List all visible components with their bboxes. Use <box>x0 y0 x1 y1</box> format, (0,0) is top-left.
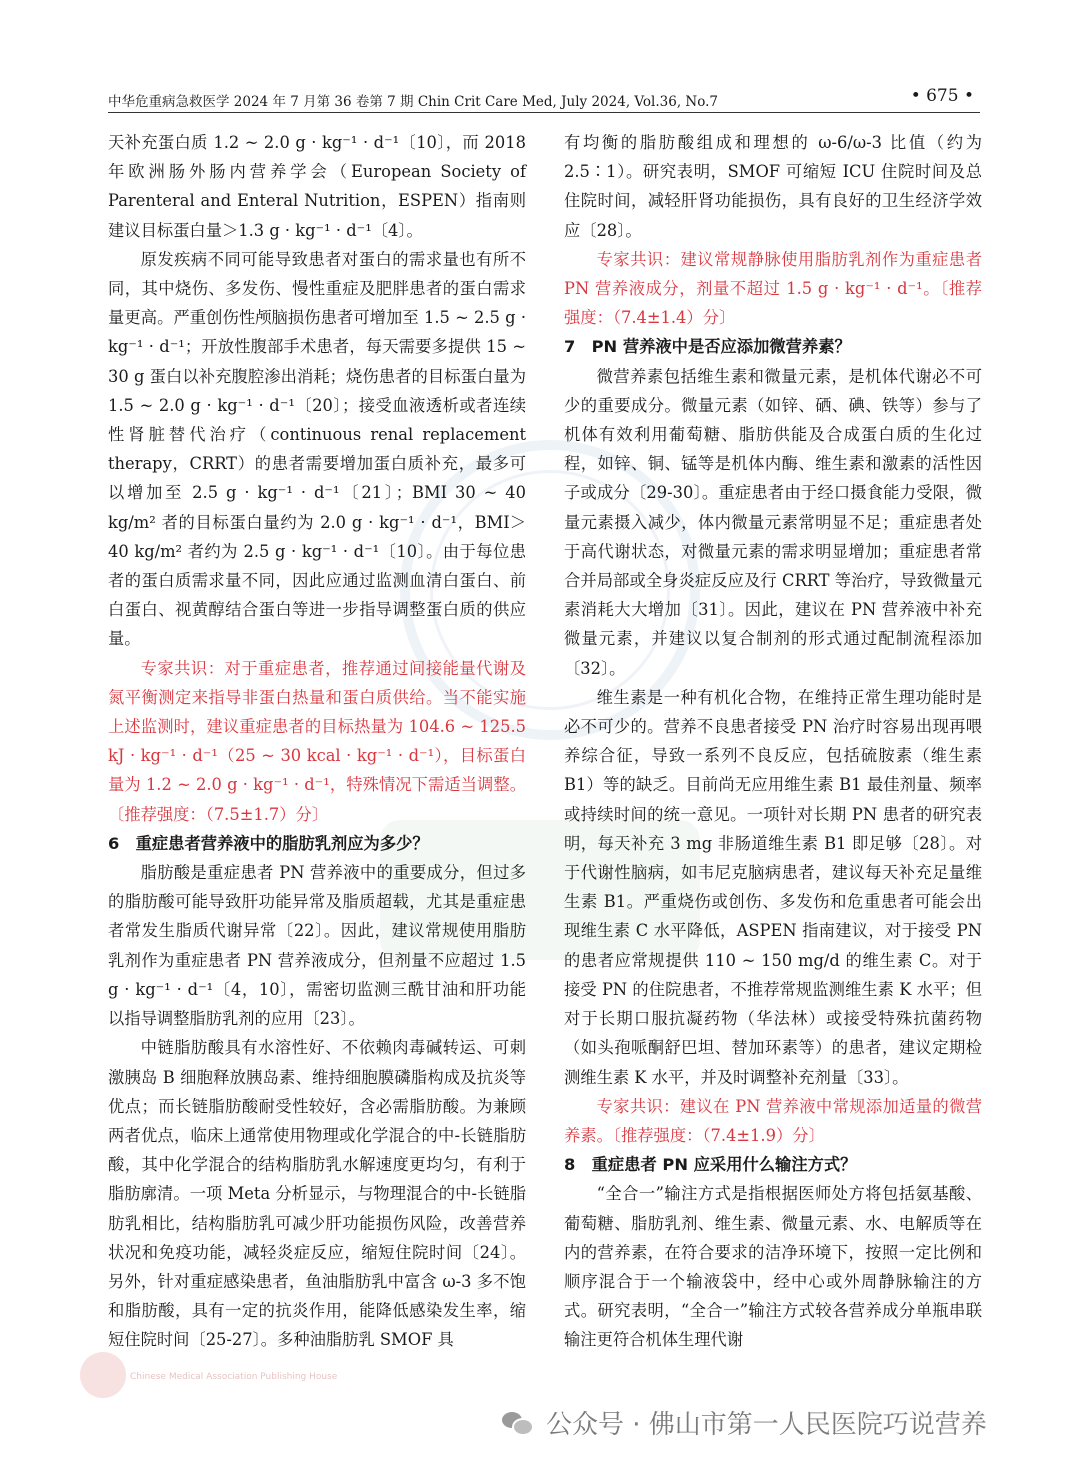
section-heading-8: 8 重症患者 PN 应采用什么输注方式？ <box>564 1155 857 1175</box>
header-rule <box>108 112 980 113</box>
paragraph: 中链脂肪酸具有水溶性好、不依赖肉毒碱转运、可刺激胰岛 B 细胞释放胰岛素、维持细胞膜磷脂构成及抗炎等优点；而长链脂肪酸耐受性较好，含必需脂肪酸。为兼顾两者优点，临床上通常使用物理或化学混合的中-长链脂肪酸，其中化学混合的结构脂肪乳水解速度更均匀，有利于脂肪廓清。一项 Meta 分析显示，与物理混合的中-长链脂肪乳相比，结构脂肪乳可减少肝功能损伤风险，改善营养状况和免疫功能，减轻炎症反应，缩短住院时间〔24〕。另外，针对重症感染患者，鱼油脂肪乳中富含 ω-3 多不饱和脂肪酸，具有一定的抗炎作用，能降低感染发生率，缩短住院时间〔25-27〕。多种油脂肪乳 SMOF 具 <box>108 1038 526 1350</box>
publisher-logo-icon <box>80 1352 126 1398</box>
paragraph: 脂肪酸是重症患者 PN 营养液中的重要成分，但过多的脂肪酸可能导致肝功能异常及脂质超载，尤其是重症患者常发生脂质代谢异常〔22〕。因此，建议常规使用脂肪乳剂作为重症患者 PN 营养液成分，但剂量不应超过 1.5 g · kg⁻¹ · d⁻¹〔4，10〕，需密切监测三酰甘油和肝功能以指导调整脂肪乳剂的应用〔23〕。 <box>108 863 526 1029</box>
expert-consensus: 专家共识：建议在 PN 营养液中常规添加适量的微营养素。〔推荐强度：（7.4±1.9）分〕 <box>564 1096 982 1145</box>
expert-consensus: 专家共识：建议常规静脉使用脂肪乳剂作为重症患者 PN 营养液成分，剂量不超过 1.5 g · kg⁻¹ · d⁻¹。〔推荐强度：（7.4±1.4）分〕 <box>564 249 982 328</box>
journal-header <box>108 86 980 110</box>
paragraph: 天补充蛋白质 1.2 ~ 2.0 g · kg⁻¹ · d⁻¹〔10〕，而 2018 年欧洲肠外肠内营养学会（European Society of Parenteral and Enteral Nutrition，ESPEN）指南则建议目标蛋白量＞1.3 g · kg⁻¹ · d⁻¹〔4〕。 <box>108 133 526 240</box>
paragraph: 有均衡的脂肪酸组成和理想的 ω-6/ω-3 比值（约为 2.5∶1）。研究表明，SMOF 可缩短 ICU 住院时间及总住院时间，减轻肝肾功能损伤，具有良好的卫生经济学效应〔28〕。 <box>564 133 982 240</box>
paragraph: 维生素是一种有机化合物，在维持正常生理功能时是必不可少的。营养不良患者接受 PN 治疗时容易出现再喂养综合征，导致一系列不良反应，包括硫胺素（维生素 B1）等的缺乏。目前尚无应用维生素 B1 最佳剂量、频率或持续时间的统一意见。一项针对长期 PN 患者的研究表明，每天补充 3 mg 非肠道维生素 B1 即足够〔28〕。对于代谢性脑病，如韦尼克脑病患者，建议每天补充足量维生素 B1。严重烧伤或创伤、多发伤和危重患者可能会出现维生素 C 水平降低，ASPEN 指南建议，对于接受 PN 的患者应常规提供 110 ~ 150 mg/d 的维生素 C。对于接受 PN 的住院患者，不推荐常规监测维生素 K 水平；但对于长期口服抗凝药物（华法林）或接受特殊抗菌药物（如头孢哌酮舒巴坦、替加环素等）的患者，建议定期检测维生素 K 水平，并及时调整补充剂量〔33〕。 <box>564 687 982 1087</box>
section-heading-6: 6 重症患者营养液中的脂肪乳剂应为多少？ <box>108 833 429 853</box>
wechat-account-label: 公众号 · 佛山市第一人民医院巧说营养 <box>546 1409 987 1440</box>
journal-info: 中华危重病急救医学 2024 年 7 月第 36 卷第 7 期 Chin Crit Care Med, July 2024, Vol.36, No.7 <box>108 94 718 110</box>
right-column <box>564 128 982 1355</box>
paragraph: 微营养素包括维生素和微量元素，是机体代谢必不可少的重要成分。微量元素（如锌、硒、碘、铁等）参与了机体有效利用葡萄糖、脂肪供能及合成蛋白质的生化过程，如锌、铜、锰等是机体内酶、维生素和激素的活性因子或成分〔29-30〕。重症患者由于经口摄食能力受限，微量元素摄入减少，体内微量元素常明显不足；重症患者处于高代谢状态，对微量元素的需求明显增加；重症患者常合并局部或全身炎症反应及行 CRRT 等治疗，导致微量元素消耗大大增加〔31〕。因此，建议在 PN 营养液中补充微量元素，并建议以复合制剂的形式通过配制流程添加〔32〕。 <box>564 366 982 678</box>
publisher-text: Chinese Medical Association Publishing House <box>130 1372 338 1382</box>
expert-consensus: 专家共识：对于重症患者，推荐通过间接能量代谢及氮平衡测定来指导非蛋白热量和蛋白质供给。当不能实施上述监测时，建议重症患者的目标热量为 104.6 ~ 125.5 kJ · kg⁻¹ · d⁻¹（25 ~ 30 kcal · kg⁻¹ · d⁻¹），目标蛋白量为 1.2 ~ 2.0 g · kg⁻¹ · d⁻¹，特殊情况下需适当调整。〔推荐强度：（7.5±1.7）分〕 <box>108 658 526 824</box>
wechat-icon <box>502 1410 532 1434</box>
wechat-account-bar[interactable] <box>502 1402 987 1442</box>
section-heading-7: 7 PN 营养液中是否应添加微营养素？ <box>564 337 851 357</box>
paragraph: 原发疾病不同可能导致患者对蛋白的需求量也有所不同，其中烧伤、多发伤、慢性重症及肥胖患者的蛋白需求量更高。严重创伤性颅脑损伤患者可增加至 1.5 ~ 2.5 g · kg⁻¹ · d⁻¹；开放性腹部手术患者，每天需要多提供 15 ~ 30 g 蛋白以补充腹腔渗出消耗；烧伤患者的目标蛋白量为 1.5 ~ 2.0 g · kg⁻¹ · d⁻¹〔20〕；接受血液透析或者连续性肾脏替代治疗（continuous renal replacement therapy，CRRT）的患者需要增加蛋白质补充，最多可以增加至 2.5 g · kg⁻¹ · d⁻¹〔21〕；BMI 30 ~ 40 kg/m² 者的目标蛋白量约为 2.0 g · kg⁻¹ · d⁻¹，BMI＞40 kg/m² 者约为 2.5 g · kg⁻¹ · d⁻¹〔10〕。由于每位患者的蛋白质需求量不同，因此应通过监测血清白蛋白、前白蛋白、视黄醇结合蛋白等进一步指导调整蛋白质的供应量。 <box>108 249 526 649</box>
left-column <box>108 128 526 1355</box>
paragraph: “全合一”输注方式是指根据医师处方将包括氨基酸、葡萄糖、脂肪乳剂、维生素、微量元素、水、电解质等在内的营养素，在符合要求的洁净环境下，按照一定比例和顺序混合于一个输液袋中，经中心或外周静脉输注的方式。研究表明，“全合一”输注方式较各营养成分单瓶串联输注更符合机体生理代谢 <box>564 1184 982 1350</box>
page-number: • 675 • <box>910 86 974 106</box>
